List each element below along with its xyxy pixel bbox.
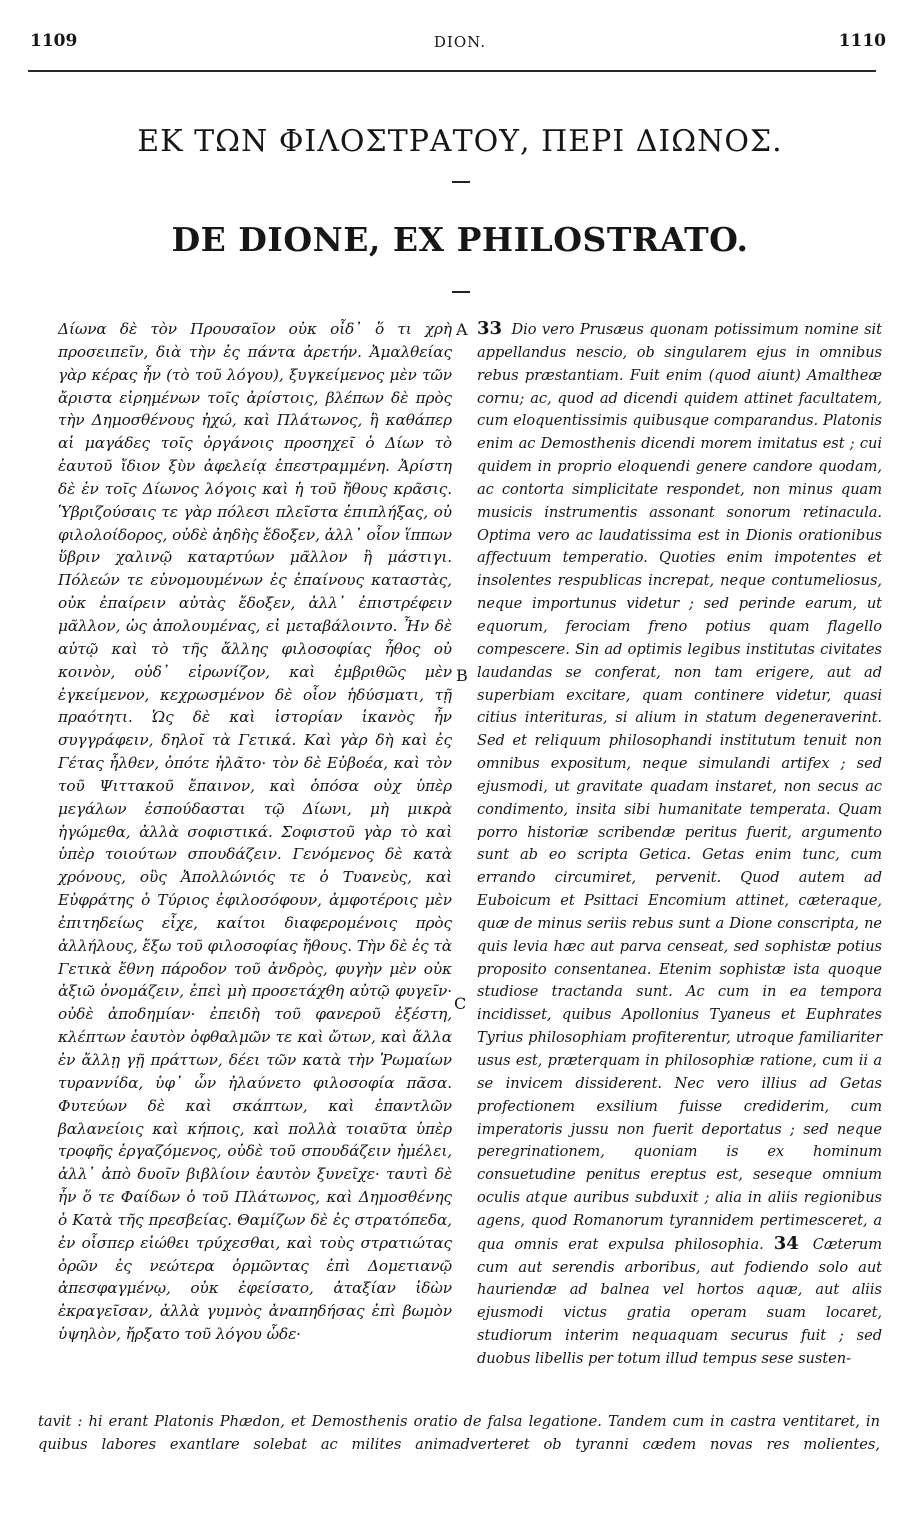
title-separator <box>452 181 470 183</box>
margin-marker-b: B <box>456 666 468 685</box>
page-number-left: 1109 <box>30 31 78 51</box>
latin-text-part2-column: Cæterum cum aut serendis arboribus, aut fodiendo solo aut hauriendæ ad balnea vel hortos aquæ, aut aliis ejusmodi victus gratia operam suam locaret, studiorum interim nequaquam securus fuit ; sed duobus libellis per totum illud tempus sese susten- <box>477 1235 882 1367</box>
page-number-right: 1110 <box>838 31 886 51</box>
latin-text-part2-tail: tavit : hi erant Platonis Phædon, et Demosthenis oratio de falsa legatione. Tandem cum in castra ventitaret, in quibus labores exantlare solebat ac milites animadverteret ob tyranni cædem novas res molientes, <box>38 1413 880 1453</box>
latin-column <box>477 318 882 1371</box>
latin-paragraph <box>477 318 882 1371</box>
greek-column <box>58 318 452 1346</box>
section-number-33: 33 <box>477 318 502 339</box>
greek-text: Δίωνα δὲ τὸν Προυσαῖον οὐκ οἶδ᾽ ὅ τι χρὴ προσειπεῖν, διὰ τὴν ἐς πάντα ἀρετήν. Ἀμαλθείας γὰρ κέρας ἦν (τὸ τοῦ λόγου), ξυγκείμενος μὲν τῶν ἄριστα εἰρημένων τοῖς ἀρίστοις, βλέπων δὲ πρὸς τὴν Δημοσθένους ἠχώ, καὶ Πλάτωνος, ἣ καθάπερ αἱ μαγάδες τοῖς ὀργάνοις προσηχεῖ ὁ Δίων τὸ ἑαυτοῦ ἴδιον ξὺν ἀφελείᾳ ἐπεστραμμένη. Ἀρίστη δὲ ἐν τοῖς Δίωνος λόγοις καὶ ἡ τοῦ ἤθους κρᾶσις. Ὑβριζούσαις τε γὰρ πόλεσι πλεῖστα ἐπιπλήξας, οὐ φιλολοίδορος, οὐδὲ ἀηδὴς ἔδοξεν, ἀλλ᾽ οἷον ἵππων ὕβριν χαλινῷ καταρτύων μᾶλλον ἢ μάστιγι. Πόλεών τε εὐνομουμένων ἐς ἐπαίνους καταστὰς, οὐκ ἐπαίρειν αὐτὰς ἔδοξεν, ἀλλ᾽ ἐπιστρέφειν μᾶλλον, ὡς ἀπολουμένας, εἰ μεταβάλοιντο. Ἦν δὲ αὐτῷ καὶ τὸ τῆς ἄλλης φιλοσοφίας ἦθος οὐ κοινὸν, οὐδ᾽ εἰρωνίζον, καὶ ἐμβριθῶς μὲν ἐγκείμενον, κεχρωσμένον δὲ οἷον ἡδύσματι, τῇ πραότητι. Ὡς δὲ καὶ ἱστορίαν ἱκανὸς ἦν συγγράφειν, δηλοῖ τὰ Γετικά. Καὶ γὰρ δὴ καὶ ἐς Γέτας ἦλθεν, ὁπότε ἠλᾶτο· τὸν δὲ Εὐβοέα, καὶ τὸν τοῦ Ψιττακοῦ ἔπαινον, καὶ ὁπόσα οὐχ ὑπὲρ μεγάλων ἐσπούδασται τῷ Δίωνι, μὴ μικρὰ ἡγώμεθα, ἀλλὰ σοφιστικά. Σοφιστοῦ γὰρ τὸ καὶ ὑπὲρ τοιούτων σπουδάζειν. Γενόμενος δὲ κατὰ χρόνους, οὓς Ἀπολλώνιός τε ὁ Τυανεὺς, καὶ Εὐφράτης ὁ Τύριος ἐφιλοσόφουν, ἀμφοτέροις μὲν ἐπιτηδείως εἶχε, καίτοι διαφερομένοις πρὸς ἀλλήλους, ἔξω τοῦ φιλοσοφίας ἤθους. Τὴν δὲ ἐς τὰ Γετικὰ ἔθνη πάροδον τοῦ ἀνδρὸς, φυγὴν μὲν οὐκ ἀξιῶ ὀνομάζειν, ἐπεὶ μὴ προσετάχθη αὐτῷ φυγεῖν· οὐδὲ ἀποδημίαν· ἐπειδὴ τοῦ φανεροῦ ἐξέστη, κλέπτων ἑαυτὸν ὀφθαλμῶν τε καὶ ὤτων, καὶ ἄλλα ἐν ἄλλῃ γῇ πράττων, δέει τῶν κατὰ τὴν Ῥωμαίων τυραννίδα, ὑφ᾽ ὧν ἠλαύνετο φιλοσοφία πᾶσα. Φυτεύων δὲ καὶ σκάπτων, καὶ ἐπαντλῶν βαλανείοις καὶ κήποις, καὶ πολλὰ τοιαῦτα ὑπὲρ τροφῆς ἐργαζόμενος, οὐδὲ τοῦ σπουδάζειν ἠμέλει, ἀλλ᾽ ἀπὸ δυοῖν βιβλίοιν ἑαυτὸν ξυνεῖχε· ταυτὶ δὲ ἦν ὅ τε Φαίδων ὁ τοῦ Πλάτωνος, καὶ Δημοσθένης ὁ Κατὰ τῆς πρεσβείας. Θαμίζων δὲ ἐς στρατόπεδα, ἐν οἷσπερ εἰώθει τρύχεσθαι, καὶ τοὺς στρατιώτας ὁρῶν ἐς νεώτερα ὁρμῶντας ἐπὶ Δομετιανῷ ἀπεσφαγμένῳ, οὐκ ἐφείσατο, ἀταξίαν ἰδὼν ἐκραγεῖσαν, ἀλλὰ γυμνὸς ἀναπηδήσας ἐπὶ βωμὸν ὑψηλὸν, ἤρξατο τοῦ λόγου ὧδε· <box>58 320 452 1344</box>
latin-text-part1: Dio vero Prusæus quonam potissimum nomine sit appellandus nescio, ob singularem ejus in omnibus rebus præstantiam. Fuit enim (quod aiunt) Amaltheæ cornu; ac, quod ad dicendi quidem attinet facultatem, cum eloquentissimis quibusque comparandus. Platonis enim ac Demosthenis dicendi morem imitatus est ; cui quidem in proprio eloquendi genere candore quodam, ac contorta simplicitate respondet, non minus quam musicis instrumentis assonant sonorum retinacula. Optima vero ac laudatissima est in Dionis orationibus affectuum temperatio. Quoties enim impotentes et insolentes respublicas increpat, neque contumeliosus, neque importunus videtur ; sed perinde earum, ut equorum, ferociam freno potius quam flagello compescere. Sin ad optimis legibus institutas civitates laudandas se conferat, non tam erigere, aut ad superbiam excitare, quam continere videtur, quasi citius interituras, si alium in statum degeneraverint. Sed et reliquum philosophandi institutum tenuit non omnibus expositum, neque simulandi artifex ; sed ejusmodi, ut gravitate quadam instaret, non secus ac condimento, insita sibi humanitate temperata. Quam porro historiæ scribendæ peritus fuerit, argumento sunt ab eo scripta Getica. Getas enim tunc, cum errando circumiret, pervenit. Quod autem ad Euboicum et Psittaci Encomium attinet, cæteraque, quæ de minus seriis rebus sunt a Dione conscripta, ne quis levia hæc aut parva censeat, sed sophistæ potius proposito consentanea. Etenim sophistæ ista quoque studiose tractanda sunt. Ac cum in ea tempora incidisset, quibus Apollonius Tyaneus et Euphrates Tyrius philosophiam profiterentur, utroque familiariter usus est, præterquam in philosophiæ ratione, cum ii a se invicem dissiderent. Nec vero illius ad Getas profectionem exsilium fuisse crediderim, cum imperatoris jussu non fuerit deportatus ; sed neque peregrinationem, quoniam is ex hominum consuetudine penitus ereptus est, seseque omnium oculis atque auribus subduxit ; alia in aliis regionibus agens, quod Romanorum tyrannidem pertimesceret, a qua omnis erat expulsa philosophia. <box>477 321 882 1253</box>
running-head <box>0 31 920 57</box>
header-rule <box>28 70 876 72</box>
section-number-34: 34 <box>773 1232 799 1254</box>
greek-title: ΕΚ ΤΩΝ ΦΙΛΟΣΤΡΑΤΟΥ, ΠΕΡΙ ΔΙΩΝΟΣ. <box>137 124 783 159</box>
margin-marker-a: A <box>456 320 468 339</box>
margin-marker-c: C <box>454 994 467 1013</box>
title-separator <box>452 291 470 293</box>
latin-continuation <box>38 1410 880 1456</box>
latin-title: DE DIONE, EX PHILOSTRATO. <box>171 220 749 259</box>
running-title: DION. <box>433 33 487 51</box>
